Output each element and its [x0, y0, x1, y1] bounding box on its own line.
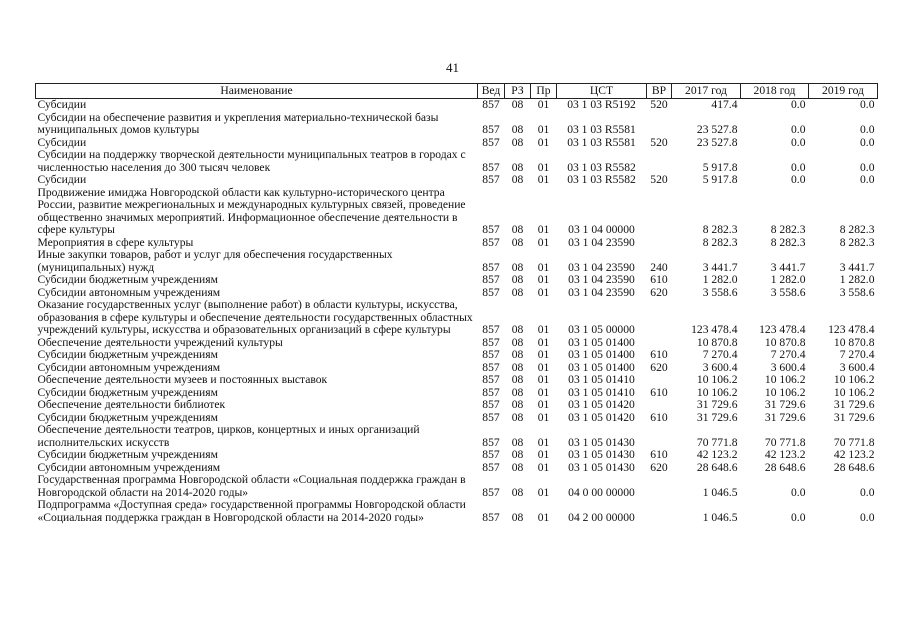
cell-rz: 08: [511, 485, 524, 499]
cell-name: Обеспечение деятельности библиотек: [37, 398, 226, 411]
table-row: [36, 349, 878, 362]
cell-cst: 04 0 00 00000: [568, 485, 635, 499]
cell-name: Продвижение имиджа Новгородской области как культурно-исторического центра России, развитие межрегиональных и международных культурных связей, проведение общественно значимых мероприятий. Информационное обеспечение деятельности в сфере культуры: [37, 185, 466, 236]
cell-2019: 0.0: [860, 98, 875, 111]
cell-2017: 123 478.4: [691, 323, 738, 336]
cell-pr: 01: [537, 123, 550, 136]
cell-2018: 70 771.8: [764, 435, 806, 449]
cell-name: Обеспечение деятельности музеев и постоянных выставок: [37, 373, 328, 386]
cell-cst: 03 1 05 01400: [568, 348, 635, 361]
cell-2018: 10 106.2: [764, 385, 806, 399]
cell-rz: 08: [511, 410, 524, 424]
cell-vr: 610: [650, 448, 668, 461]
cell-ved: 857: [482, 235, 500, 249]
cell-vr: [647, 499, 672, 524]
table-body: [36, 99, 878, 525]
cell-2019: 28 648.6: [833, 460, 875, 474]
table-row: [36, 499, 878, 524]
header-cst: ЦСТ: [557, 84, 647, 99]
cell-cst: 03 1 03 R5581: [567, 123, 636, 136]
cell-cst: 03 1 04 23590: [568, 273, 635, 286]
cell-vr: [647, 424, 672, 449]
cell-cst: 03 1 04 23590: [568, 285, 635, 299]
cell-2019: 1 282.0: [839, 273, 875, 286]
cell-2018: 123 478.4: [759, 323, 806, 336]
cell-2018: 0.0: [791, 510, 806, 524]
cell-name: Субсидии: [37, 135, 87, 149]
cell-rz: 08: [511, 135, 524, 149]
table-row: [36, 174, 878, 187]
cell-cst: 03 1 05 01410: [568, 373, 635, 386]
cell-2017: 5 917.8: [702, 160, 738, 174]
table-row: [36, 187, 878, 237]
cell-rz: 08: [511, 223, 524, 236]
cell-2018: 8 282.3: [770, 223, 806, 236]
cell-2019: 10 106.2: [833, 373, 875, 386]
cell-name: Субсидии бюджетным учреждениям: [37, 410, 218, 424]
cell-cst: 03 1 05 01430: [568, 460, 635, 474]
cell-rz: 08: [511, 323, 524, 336]
budget-table: [35, 83, 878, 524]
table-row: [36, 274, 878, 287]
cell-cst: 03 1 04 23590: [568, 235, 635, 249]
cell-pr: 01: [537, 98, 550, 111]
cell-2018: 3 441.7: [770, 260, 806, 274]
header-name: Наименование: [36, 84, 478, 99]
cell-2017: 1 046.5: [702, 510, 738, 524]
cell-2019: 0.0: [860, 123, 875, 136]
cell-vr: 610: [650, 410, 668, 424]
cell-name: Субсидии автономным учреждениям: [37, 285, 221, 299]
header-2019: 2019 год: [809, 84, 878, 99]
cell-pr: 01: [537, 373, 550, 386]
cell-vr: [647, 299, 672, 337]
cell-ved: 857: [482, 335, 500, 349]
cell-name: Субсидии на обеспечение развития и укрепления материально-технической базы муниципальных домов культуры: [37, 110, 439, 136]
cell-name: Мероприятия в сфере культуры: [37, 235, 194, 249]
header-2017: 2017 год: [672, 84, 741, 99]
cell-2018: 0.0: [791, 135, 806, 149]
table-row: [36, 399, 878, 412]
cell-2019: 70 771.8: [833, 435, 875, 449]
cell-2019: 3 558.6: [839, 285, 875, 299]
table-row: [36, 299, 878, 337]
cell-pr: 01: [537, 360, 550, 374]
cell-ved: 857: [482, 323, 500, 336]
cell-pr: 01: [537, 448, 550, 461]
table-row: [36, 249, 878, 274]
cell-vr: 520: [650, 173, 668, 186]
cell-rz: 08: [511, 360, 524, 374]
table-row: [36, 474, 878, 499]
cell-rz: 08: [511, 235, 524, 249]
cell-cst: 03 1 05 01430: [568, 435, 635, 449]
cell-2019: 31 729.6: [833, 410, 875, 424]
cell-vr: 240: [650, 260, 668, 274]
cell-pr: 01: [537, 273, 550, 286]
cell-2017: 1 282.0: [702, 273, 738, 286]
cell-name: Субсидии бюджетным учреждениям: [37, 273, 218, 286]
cell-pr: 01: [537, 348, 550, 361]
cell-rz: 08: [511, 260, 524, 274]
cell-vr: [647, 112, 672, 137]
cell-cst: 03 1 05 01420: [568, 410, 635, 424]
cell-ved: 857: [482, 223, 500, 236]
cell-pr: 01: [537, 335, 550, 349]
cell-2018: 28 648.6: [764, 460, 806, 474]
table-row: [36, 149, 878, 174]
cell-rz: 08: [511, 435, 524, 449]
cell-rz: 08: [511, 510, 524, 524]
cell-rz: 08: [511, 160, 524, 174]
cell-ved: 857: [482, 360, 500, 374]
header-vr: ВР: [647, 84, 672, 99]
table-row: [36, 424, 878, 449]
cell-name: Подпрограмма «Доступная среда» государственной программы Новгородской области «Социальная поддержка граждан в Новгородской области на 2014-2020 годы»: [37, 498, 466, 524]
cell-cst: 03 1 04 23590: [568, 260, 635, 274]
cell-2019: 3 441.7: [839, 260, 875, 274]
cell-rz: 08: [511, 385, 524, 399]
cell-2018: 3 558.6: [770, 285, 806, 299]
cell-2019: 8 282.3: [839, 223, 875, 236]
cell-2019: 0.0: [860, 135, 875, 149]
cell-vr: [647, 237, 672, 250]
table-row: [36, 112, 878, 137]
cell-pr: 01: [537, 260, 550, 274]
cell-2017: 10 106.2: [696, 373, 738, 386]
cell-pr: 01: [537, 385, 550, 399]
cell-2017: 31 729.6: [696, 410, 738, 424]
cell-ved: 857: [482, 173, 500, 186]
cell-pr: 01: [537, 435, 550, 449]
cell-rz: 08: [511, 398, 524, 411]
cell-ved: 857: [482, 260, 500, 274]
cell-ved: 857: [482, 410, 500, 424]
cell-2017: 8 282.3: [702, 235, 738, 249]
header-ved: Вед: [478, 84, 505, 99]
cell-name: Субсидии автономным учреждениям: [37, 360, 221, 374]
cell-2019: 8 282.3: [839, 235, 875, 249]
cell-name: Обеспечение деятельности театров, цирков, концертных и иных организаций исполнительских искусств: [37, 423, 420, 449]
cell-2019: 42 123.2: [833, 448, 875, 461]
cell-name: Государственная программа Новгородской области «Социальная поддержка граждан в Новгородской области на 2014-2020 годы»: [37, 473, 466, 499]
cell-vr: [647, 149, 672, 174]
cell-ved: 857: [482, 348, 500, 361]
cell-2019: 0.0: [860, 510, 875, 524]
cell-2018: 10 106.2: [764, 373, 806, 386]
cell-2017: 7 270.4: [702, 348, 738, 361]
cell-2018: 31 729.6: [764, 398, 806, 411]
cell-ved: 857: [482, 485, 500, 499]
cell-pr: 01: [537, 160, 550, 174]
cell-vr: 620: [650, 460, 668, 474]
cell-name: Субсидии: [37, 173, 87, 186]
cell-vr: 610: [650, 348, 668, 361]
cell-ved: 857: [482, 448, 500, 461]
cell-name: Оказание государственных услуг (выполнение работ) в области культуры, искусства, образования в сфере культуры и обеспечение деятельности государственных областных учреждений культуры, искусства и образовательных организаций в сфере культуры: [37, 298, 473, 336]
cell-cst: 03 1 03 R5192: [567, 98, 636, 111]
cell-2019: 7 270.4: [839, 348, 875, 361]
cell-2018: 0.0: [791, 160, 806, 174]
cell-rz: 08: [511, 98, 524, 111]
cell-rz: 08: [511, 348, 524, 361]
cell-name: Иные закупки товаров, работ и услуг для обеспечения государственных (муниципальных) нужд: [37, 248, 393, 274]
cell-2017: 417.4: [711, 98, 738, 111]
cell-2017: 31 729.6: [696, 398, 738, 411]
cell-2017: 3 441.7: [702, 260, 738, 274]
cell-rz: 08: [511, 273, 524, 286]
cell-ved: 857: [482, 273, 500, 286]
cell-rz: 08: [511, 460, 524, 474]
cell-vr: 610: [650, 273, 668, 286]
cell-cst: 03 1 05 00000: [568, 323, 635, 336]
cell-vr: [647, 474, 672, 499]
cell-2019: 10 106.2: [833, 385, 875, 399]
cell-name: Субсидии бюджетным учреждениям: [37, 348, 218, 361]
cell-2017: 42 123.2: [696, 448, 738, 461]
cell-pr: 01: [537, 410, 550, 424]
table-row: [36, 99, 878, 112]
cell-2018: 7 270.4: [770, 348, 806, 361]
cell-2018: 0.0: [791, 123, 806, 136]
cell-ved: 857: [482, 285, 500, 299]
table-row: [36, 449, 878, 462]
cell-pr: 01: [537, 398, 550, 411]
cell-cst: 03 1 05 01400: [568, 335, 635, 349]
cell-cst: 03 1 03 R5581: [567, 135, 636, 149]
cell-rz: 08: [511, 373, 524, 386]
header-2018: 2018 год: [741, 84, 809, 99]
cell-name: Субсидии бюджетным учреждениям: [37, 448, 218, 461]
cell-vr: [647, 374, 672, 387]
cell-2017: 70 771.8: [696, 435, 738, 449]
cell-name: Обеспечение деятельности учреждений культуры: [37, 335, 283, 349]
cell-rz: 08: [511, 123, 524, 136]
cell-2018: 0.0: [791, 173, 806, 186]
cell-2018: 0.0: [791, 485, 806, 499]
cell-vr: [647, 187, 672, 237]
cell-2017: 3 558.6: [702, 285, 738, 299]
cell-ved: 857: [482, 510, 500, 524]
cell-vr: [647, 399, 672, 412]
cell-vr: 620: [650, 285, 668, 299]
cell-cst: 03 1 04 00000: [568, 223, 635, 236]
page-number: 41: [446, 60, 459, 75]
cell-ved: 857: [482, 160, 500, 174]
cell-ved: 857: [482, 123, 500, 136]
cell-2018: 10 870.8: [764, 335, 806, 349]
cell-2018: 0.0: [791, 98, 806, 111]
cell-ved: 857: [482, 385, 500, 399]
cell-cst: 03 1 03 R5582: [567, 173, 636, 186]
cell-2017: 28 648.6: [696, 460, 738, 474]
cell-2017: 23 527.8: [696, 135, 738, 149]
cell-ved: 857: [482, 398, 500, 411]
cell-ved: 857: [482, 98, 500, 111]
cell-pr: 01: [537, 323, 550, 336]
cell-ved: 857: [482, 435, 500, 449]
cell-cst: 03 1 05 01400: [568, 360, 635, 374]
cell-vr: 520: [650, 135, 668, 149]
cell-2018: 31 729.6: [764, 410, 806, 424]
cell-pr: 01: [537, 135, 550, 149]
cell-2019: 123 478.4: [828, 323, 875, 336]
cell-2018: 8 282.3: [770, 235, 806, 249]
cell-pr: 01: [537, 235, 550, 249]
cell-2017: 3 600.4: [702, 360, 738, 374]
cell-2017: 10 870.8: [696, 335, 738, 349]
cell-2017: 1 046.5: [702, 485, 738, 499]
cell-cst: 03 1 05 01420: [568, 398, 635, 411]
cell-2019: 3 600.4: [839, 360, 875, 374]
cell-2019: 0.0: [860, 485, 875, 499]
cell-vr: 620: [650, 360, 668, 374]
cell-name: Субсидии: [37, 98, 87, 111]
cell-2017: 8 282.3: [702, 223, 738, 236]
cell-rz: 08: [511, 448, 524, 461]
cell-2018: 42 123.2: [764, 448, 806, 461]
cell-cst: 04 2 00 00000: [568, 510, 635, 524]
cell-rz: 08: [511, 285, 524, 299]
cell-2019: 31 729.6: [833, 398, 875, 411]
cell-2017: 10 106.2: [696, 385, 738, 399]
header-rz: РЗ: [505, 84, 531, 99]
cell-pr: 01: [537, 223, 550, 236]
cell-2019: 0.0: [860, 160, 875, 174]
cell-name: Субсидии бюджетным учреждениям: [37, 385, 218, 399]
table-header-row: [36, 84, 878, 99]
cell-pr: 01: [537, 485, 550, 499]
cell-ved: 857: [482, 373, 500, 386]
cell-ved: 857: [482, 135, 500, 149]
cell-pr: 01: [537, 510, 550, 524]
cell-cst: 03 1 05 01410: [568, 385, 635, 399]
table-row: [36, 374, 878, 387]
cell-rz: 08: [511, 173, 524, 186]
cell-pr: 01: [537, 460, 550, 474]
cell-pr: 01: [537, 285, 550, 299]
cell-2017: 5 917.8: [702, 173, 738, 186]
cell-2018: 1 282.0: [770, 273, 806, 286]
cell-ved: 857: [482, 460, 500, 474]
cell-vr: 610: [650, 385, 668, 399]
cell-2019: 10 870.8: [833, 335, 875, 349]
cell-rz: 08: [511, 335, 524, 349]
header-pr: Пр: [531, 84, 557, 99]
cell-pr: 01: [537, 173, 550, 186]
cell-cst: 03 1 03 R5582: [567, 160, 636, 174]
cell-2018: 3 600.4: [770, 360, 806, 374]
cell-2017: 23 527.8: [696, 123, 738, 136]
cell-name: Субсидии автономным учреждениям: [37, 460, 221, 474]
cell-cst: 03 1 05 01430: [568, 448, 635, 461]
cell-2019: 0.0: [860, 173, 875, 186]
cell-name: Субсидии на поддержку творческой деятельности муниципальных театров в городах с численностью населения до 300 тысяч человек: [37, 148, 466, 174]
cell-vr: 520: [650, 98, 668, 111]
